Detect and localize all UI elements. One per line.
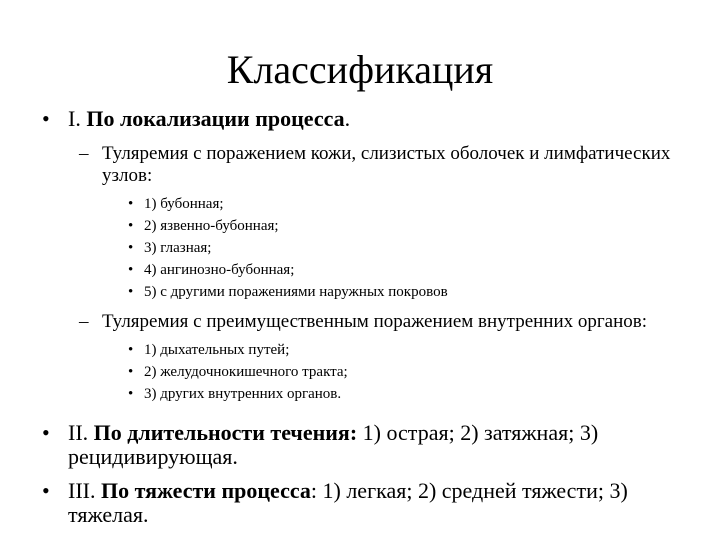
subgroup-skin [42, 143, 692, 187]
bullet: • [42, 106, 50, 131]
section-heading: По длительности течения: [93, 420, 358, 445]
section-numeral: II. [68, 420, 94, 445]
dash: – [79, 143, 89, 164]
list-item-text: 2) язвенно-бубонная; [144, 218, 279, 234]
section-duration [42, 421, 692, 469]
dash: – [79, 311, 89, 332]
list-item-text: 3) других внутренних органов. [144, 386, 342, 402]
bullet: • [128, 218, 134, 234]
list-item-text: 3) глазная; [144, 240, 212, 256]
subgroup-label: Туляремия с преимущественным поражением внутренних органов: [102, 311, 648, 332]
bullet: • [128, 364, 134, 380]
bullet: • [128, 240, 134, 256]
slide-title: Классификация [226, 47, 494, 92]
list-item-text: 5) с другими поражениями наружных покровов [144, 284, 448, 300]
list-item [42, 339, 692, 361]
list-item-text: 2) желудочнокишечного тракта; [144, 364, 348, 380]
section-heading: По тяжести процесса [100, 478, 311, 503]
bullet: • [128, 342, 134, 358]
section-tail: : 1) легкая; 2) средней тяжести; 3) тяжелая. [68, 478, 628, 527]
section-tail: 1) острая; 2) затяжная; 3) рецидивирующая. [68, 420, 599, 469]
list-item [42, 361, 692, 383]
bullet: • [42, 478, 50, 503]
list-item [42, 259, 692, 281]
section-heading: По локализации процесса [86, 106, 345, 131]
section-localization [42, 107, 692, 131]
list-item [42, 215, 692, 237]
list-item [42, 193, 692, 215]
section-numeral: I. [68, 106, 87, 131]
list-item [42, 237, 692, 259]
slide-content [42, 107, 692, 527]
list-item-text: 1) дыхательных путей; [144, 342, 290, 358]
bullet: • [128, 262, 134, 278]
list-item [42, 281, 692, 303]
list-item [42, 383, 692, 405]
section-severity [42, 479, 692, 527]
bullet: • [128, 386, 134, 402]
section-tail: . [344, 106, 351, 131]
bullet: • [42, 420, 50, 445]
subgroup-internal-organs [42, 311, 692, 333]
bullet: • [128, 196, 134, 212]
subgroup-label: Туляремия с поражением кожи, слизистых оболочек и лимфатических узлов: [102, 143, 671, 186]
section-numeral: III. [68, 478, 101, 503]
bullet: • [128, 284, 134, 300]
list-item-text: 1) бубонная; [144, 196, 224, 212]
list-item-text: 4) ангинозно-бубонная; [144, 262, 295, 278]
